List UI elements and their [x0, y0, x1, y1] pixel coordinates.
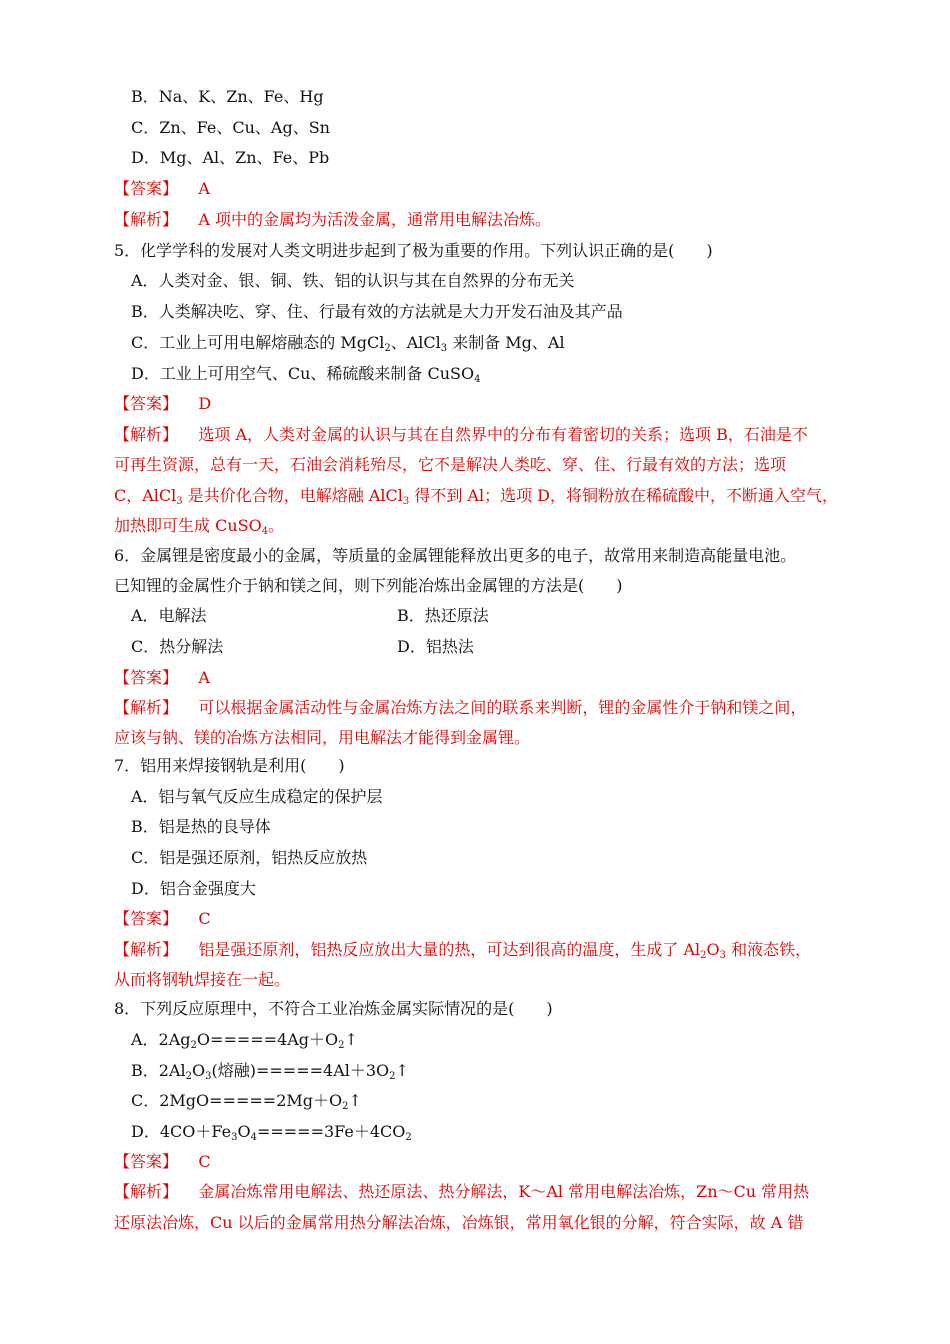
answer-tag: 【答案】 [114, 668, 179, 687]
text: =====3Fe＋4CO [256, 1122, 406, 1141]
analysis-tag: 【解析】 [114, 940, 179, 959]
q8-option-b [131, 1060, 409, 1082]
q6-option-d: D．铝热法 [397, 637, 474, 656]
text: (熔融)=====4Al＋3O [211, 1061, 390, 1080]
q6-analysis-line1 [114, 697, 806, 719]
q7-option-d: D．铝合金强度大 [131, 879, 256, 898]
text: 加热即可生成 CuSO [114, 516, 262, 535]
q8-answer [114, 1151, 211, 1173]
q4-answer [114, 178, 210, 200]
subscript: 4 [261, 526, 269, 537]
q4-option-b: B．Na、K、Zn、Fe、Hg [131, 87, 324, 106]
q8-analysis-line2: 还原法冶炼，Cu 以后的金属常用热分解法冶炼，冶炼银，常用氧化银的分解，符合实际，故 A 错 [114, 1213, 804, 1232]
q8-option-a [131, 1029, 358, 1051]
q5-option-b: B．人类解决吃、穿、住、行最有效的方法就是大力开发石油及其产品 [131, 302, 623, 321]
q6-stem-line1: 6．金属锂是密度最小的金属，等质量的金属锂能释放出更多的电子，故常用来制造高能量电池。 [114, 546, 797, 565]
answer-tag: 【答案】 [114, 1152, 179, 1171]
q7-option-b: B．铝是热的良导体 [131, 817, 271, 836]
q7-analysis-line2: 从而将钢轨焊接在一起。 [114, 970, 291, 989]
analysis-tag: 【解析】 [114, 425, 179, 444]
q8-stem: 8．下列反应原理中，不符合工业冶炼金属实际情况的是( ) [114, 999, 553, 1018]
analysis-text: 选项 A，人类对金属的认识与其在自然界中的分布有着密切的关系；选项 B，石油是不 [198, 425, 808, 444]
subscript: 4 [250, 1132, 257, 1143]
subscript: 2 [338, 1040, 345, 1051]
text: 是共价化合物，电解熔融 AlCl [182, 486, 403, 505]
answer-value: A [198, 668, 210, 687]
text: D．4CO＋Fe [131, 1122, 232, 1141]
subscript: 4 [474, 374, 481, 385]
text: D．工业上可用空气、Cu、稀硫酸来制备 CuSO [131, 364, 475, 383]
text: ↑ [348, 1091, 362, 1110]
answer-tag: 【答案】 [114, 394, 179, 413]
analysis-text: A 项中的金属均为活泼金属，通常用电解法冶炼。 [198, 210, 552, 229]
q5-answer [114, 393, 211, 415]
analysis-tag: 【解析】 [114, 698, 179, 717]
q5-stem: 5．化学学科的发展对人类文明进步起到了极为重要的作用。下列认识正确的是( ) [114, 241, 713, 260]
text: C，AlCl [114, 486, 177, 505]
analysis-tag: 【解析】 [114, 210, 179, 229]
subscript: 3 [176, 496, 183, 507]
q8-analysis-line1 [114, 1181, 809, 1203]
q7-option-a: A．铝与氧气反应生成稳定的保护层 [131, 787, 383, 806]
text: C．工业上可用电解熔融态的 MgCl [131, 333, 385, 352]
q4-option-d: D．Mg、Al、Zn、Fe、Pb [131, 148, 330, 167]
q4-option-c: C．Zn、Fe、Cu、Ag、Sn [131, 118, 330, 137]
answer-value: D [198, 394, 212, 413]
subscript: 2 [190, 1040, 197, 1051]
subscript: 2 [185, 1071, 192, 1082]
text: C．2MgO=====2Mg＋O [131, 1091, 343, 1110]
q6-stem-line2: 已知锂的金属性介于钠和镁之间，则下列能冶炼出金属锂的方法是( ) [114, 576, 623, 595]
subscript: 3 [440, 343, 448, 354]
subscript: 2 [405, 1132, 412, 1143]
subscript: 2 [389, 1071, 396, 1082]
answer-value: C [198, 909, 211, 928]
q6-option-a: A．电解法 [131, 606, 207, 625]
q6-option-b: B．热还原法 [397, 606, 489, 625]
text: 。 [268, 516, 285, 535]
q5-analysis-line3 [114, 485, 838, 507]
text: A．2Ag [131, 1030, 191, 1049]
analysis-tag: 【解析】 [114, 1182, 179, 1201]
subscript: 3 [205, 1071, 212, 1082]
subscript: 2 [700, 950, 707, 961]
q5-option-d [131, 363, 480, 385]
text: 和液态铁， [726, 940, 812, 959]
q5-analysis-line4 [114, 515, 284, 537]
q8-option-c [131, 1090, 362, 1112]
answer-tag: 【答案】 [114, 179, 179, 198]
subscript: 3 [402, 496, 410, 507]
answer-value: C [198, 1152, 211, 1171]
subscript: 2 [384, 343, 391, 354]
text: 、AlCl [390, 333, 441, 352]
subscript: 3 [719, 950, 726, 961]
answer-tag: 【答案】 [114, 909, 179, 928]
analysis-text: 金属冶炼常用电解法、热还原法、热分解法，K～Al 常用电解法冶炼，Zn～Cu 常用热 [198, 1182, 810, 1201]
text: 得不到 Al；选项 D，将铜粉放在稀硫酸中，不断通入空气， [409, 486, 839, 505]
q6-analysis-line2: 应该与钠、镁的冶炼方法相同，用电解法才能得到金属锂。 [114, 728, 531, 747]
q6-option-c: C．热分解法 [131, 637, 224, 656]
text: ↑ [344, 1030, 358, 1049]
q7-option-c: C．铝是强还原剂，铝热反应放热 [131, 848, 368, 867]
text: B．2Al [131, 1061, 186, 1080]
text: O=====4Ag＋O [196, 1030, 339, 1049]
answer-value: A [198, 179, 210, 198]
text: 铝是强还原剂，铝热反应放出大量的热，可达到很高的温度，生成了 Al [198, 940, 701, 959]
q5-analysis-line1 [114, 424, 808, 446]
q5-analysis-line2: 可再生资源，总有一天，石油会消耗殆尽，它不是解决人类吃、穿、住、行最有效的方法；选项 [114, 455, 787, 474]
analysis-text: 可以根据金属活动性与金属冶炼方法之间的联系来判断，锂的金属性介于钠和镁之间， [198, 698, 807, 717]
q6-answer [114, 667, 210, 689]
subscript: 3 [231, 1132, 238, 1143]
text: O [706, 940, 720, 959]
q7-stem: 7．铝用来焊接钢轨是利用( ) [114, 756, 345, 775]
text: O [237, 1122, 251, 1141]
q4-analysis [114, 209, 551, 231]
text: O [192, 1061, 206, 1080]
text: 来制备 Mg、Al [447, 333, 565, 352]
q7-answer [114, 908, 211, 930]
text: ↑ [395, 1061, 409, 1080]
subscript: 2 [342, 1101, 349, 1112]
q7-analysis-line1 [114, 939, 811, 961]
q5-option-c [131, 332, 565, 354]
q5-option-a: A．人类对金、银、铜、铁、铝的认识与其在自然界的分布无关 [131, 271, 575, 290]
q8-option-d [131, 1121, 412, 1143]
